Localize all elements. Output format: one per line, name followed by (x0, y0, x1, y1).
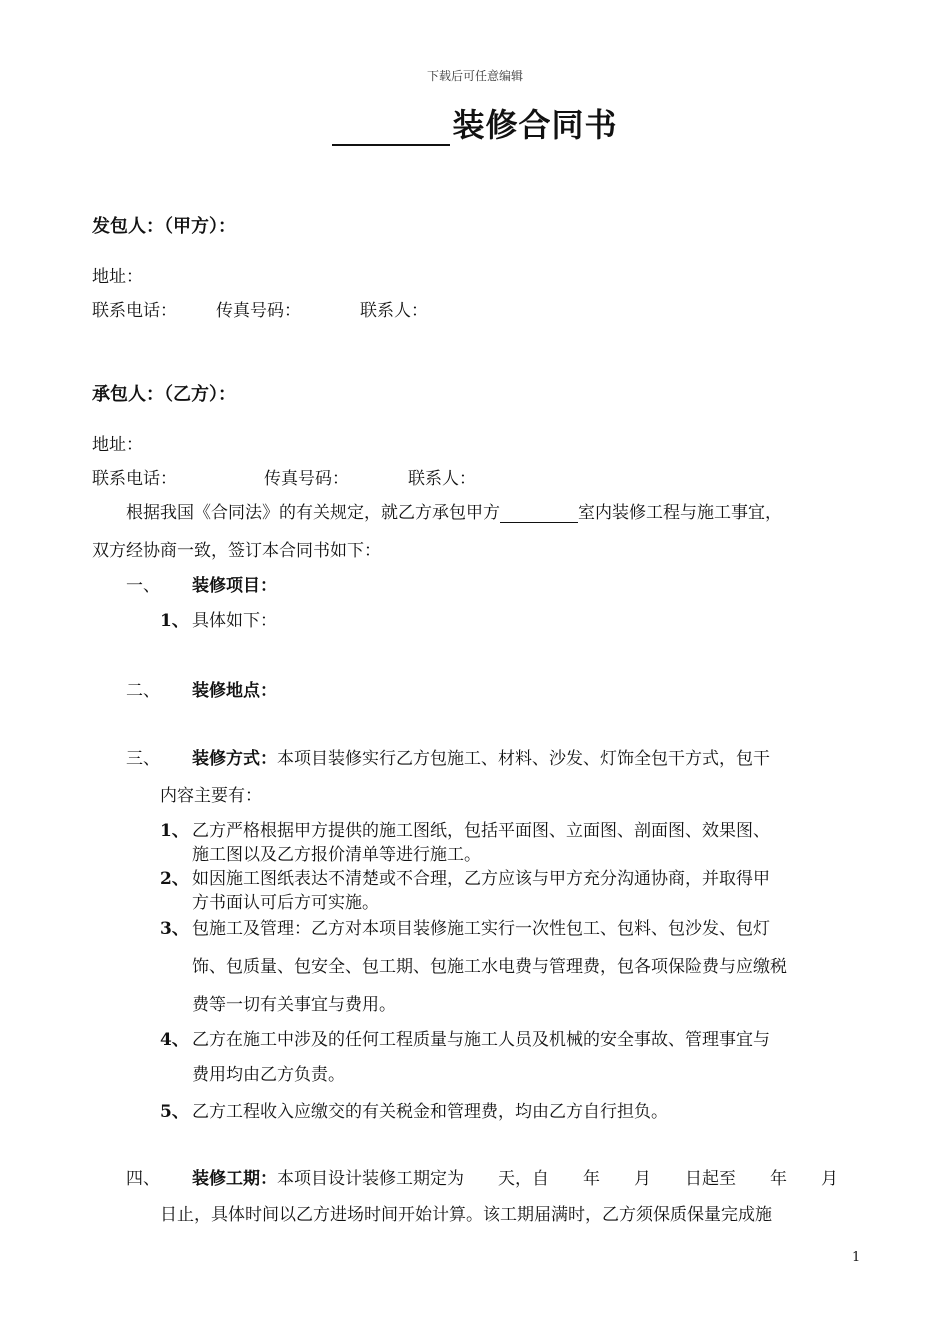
party-a-address: 地址： (92, 267, 143, 287)
party-a-contact: 联系人： (360, 301, 428, 321)
intro-line-2: 双方经协商一致，签订本合同书如下： (92, 541, 381, 561)
section-2-title: 装修地点： (192, 681, 277, 701)
section-3-item-2-line-1: 如因施工图纸表达不清楚或不合理，乙方应该与甲方充分沟通协商，并取得甲 (192, 869, 770, 889)
intro-blank-line (500, 504, 578, 523)
section-3-item-1-number: 1、 (160, 821, 189, 841)
section-3-item-4-number: 4、 (160, 1030, 189, 1050)
section-3-item-2-line-2: 方书面认可后方可实施。 (192, 893, 379, 913)
intro-part-1: 根据我国《合同法》的有关规定，就乙方承包甲方 (126, 503, 500, 523)
section-2-number: 二、 (126, 681, 160, 701)
section-3-text-2: 内容主要有： (160, 786, 262, 806)
section-3-item-3-number: 3、 (160, 919, 189, 939)
section-3-item-3-line-3: 费等一切有关事宜与费用。 (192, 995, 396, 1015)
section-4-text-1: 本项目设计装修工期定为 天，自 年 月 日起至 年 月 (277, 1169, 838, 1189)
party-b-contact: 联系人： (408, 469, 476, 489)
section-3-item-5-line-1: 乙方工程收入应缴交的有关税金和管理费，均由乙方自行担负。 (192, 1102, 668, 1122)
section-3-title: 装修方式： (192, 749, 277, 769)
party-b-heading: 承包人：（乙方）： (92, 384, 236, 405)
section-3-number: 三、 (126, 749, 160, 769)
section-1-item-number: 1、 (160, 611, 189, 631)
party-b-phone: 联系电话： (92, 469, 177, 489)
page-number: 1 (852, 1250, 861, 1265)
section-3-item-3-line-2: 饰、包质量、包安全、包工期、包施工水电费与管理费，包各项保险费与应缴税 (192, 957, 787, 977)
section-3-item-4-line-1: 乙方在施工中涉及的任何工程质量与施工人员及机械的安全事故、管理事宜与 (192, 1030, 770, 1050)
party-a-fax: 传真号码： (216, 301, 301, 321)
header-note: 下载后可任意编辑 (426, 69, 523, 83)
section-3-item-4-line-2: 费用均由乙方负责。 (192, 1065, 345, 1085)
section-1-number: 一、 (126, 576, 160, 596)
section-3-text-1: 本项目装修实行乙方包施工、材料、沙发、灯饰全包干方式，包干 (277, 749, 770, 769)
party-a-heading: 发包人：（甲方）： (92, 216, 236, 237)
party-b-address: 地址： (92, 435, 143, 455)
section-4-text-2: 日止，具体时间以乙方进场时间开始计算。该工期届满时，乙方须保质保量完成施 (160, 1205, 772, 1225)
title-blank-line (332, 110, 450, 146)
section-1-title: 装修项目： (192, 576, 277, 596)
party-a-phone: 联系电话： (92, 301, 177, 321)
section-3-item-3-line-1: 包施工及管理：乙方对本项目装修施工实行一次性包工、包料、包沙发、包灯 (192, 919, 770, 939)
intro-line-1 (126, 498, 782, 523)
section-3-item-5-number: 5、 (160, 1102, 189, 1122)
intro-part-2: 室内装修工程与施工事宜， (578, 503, 782, 523)
title-text: 装修合同书 (452, 106, 618, 144)
section-3-item-1-line-1: 乙方严格根据甲方提供的施工图纸，包括平面图、立面图、剖面图、效果图、 (192, 821, 770, 841)
party-b-fax: 传真号码： (264, 469, 349, 489)
section-3-item-1-line-2: 施工图以及乙方报价清单等进行施工。 (192, 845, 481, 865)
section-3-line-1 (192, 744, 770, 769)
section-4-line-1 (192, 1164, 838, 1189)
section-1-item-text: 具体如下： (192, 611, 277, 631)
section-3-item-2-number: 2、 (160, 869, 189, 889)
page-title (0, 100, 950, 146)
section-4-title: 装修工期： (192, 1169, 277, 1189)
section-4-number: 四、 (126, 1169, 160, 1189)
